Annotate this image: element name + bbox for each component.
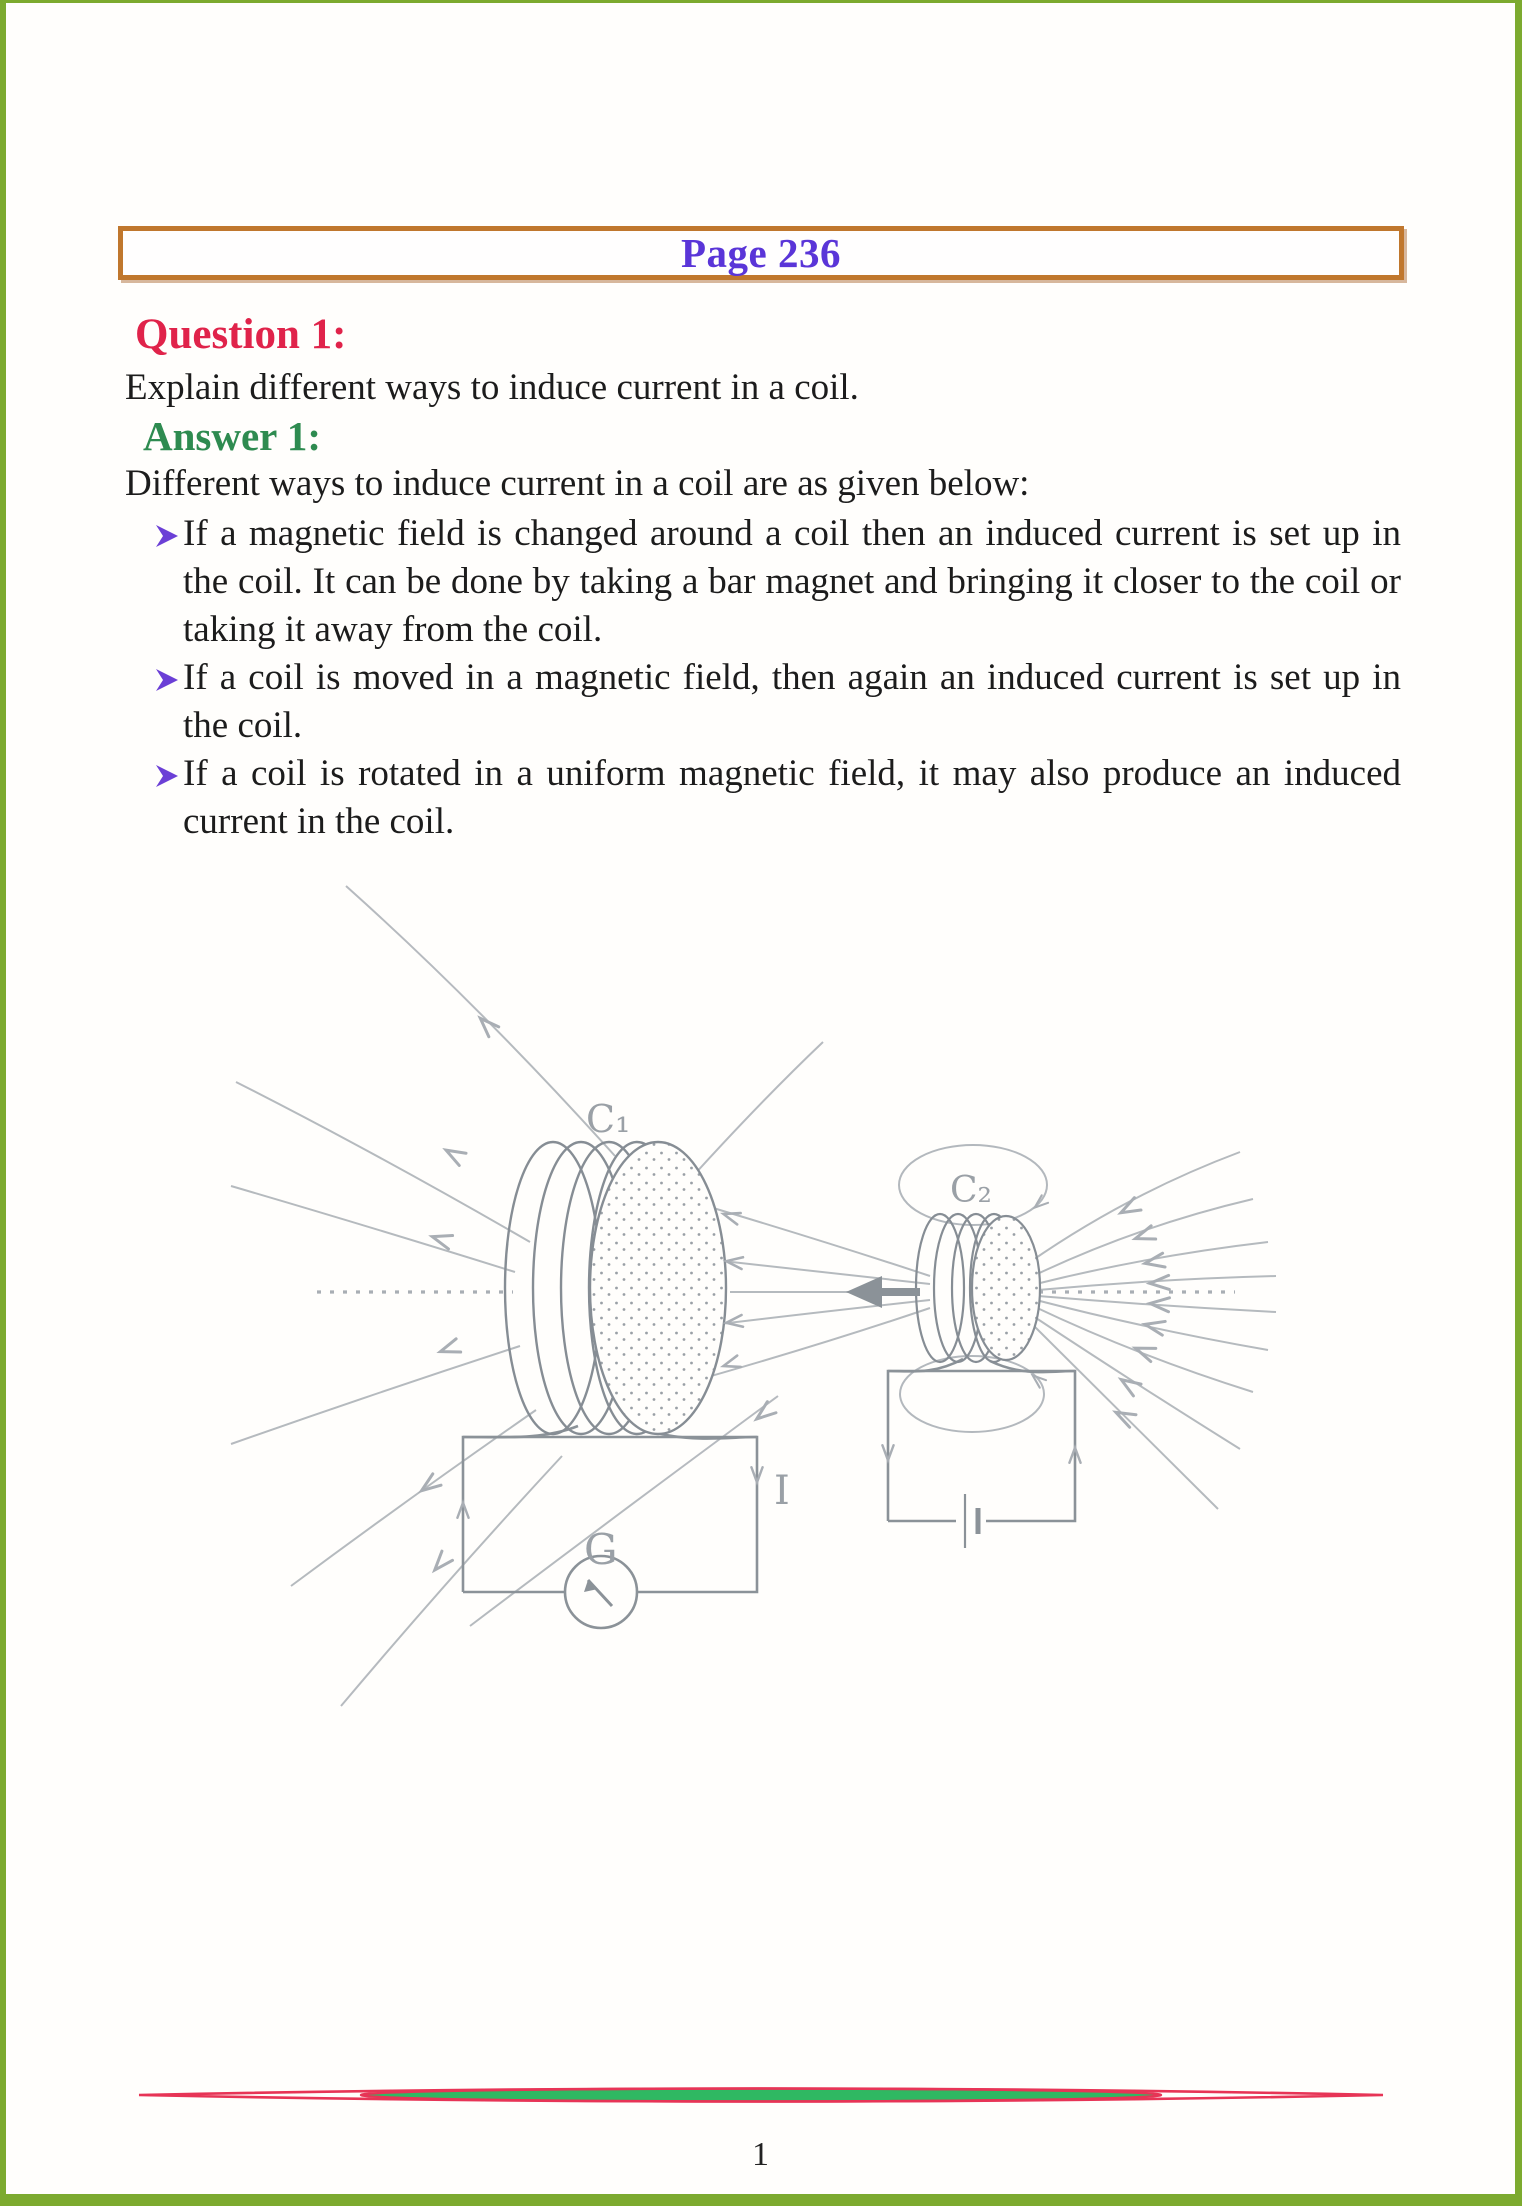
bullet-item [118, 750, 1404, 846]
bullet-text: If a coil is rotated in a uniform magnetic field, it may also produce an induced current in the coil. [183, 753, 1401, 842]
separator-ornament [133, 2081, 1389, 2109]
bullet-list [118, 510, 1404, 846]
bullet-arrow-icon [153, 666, 183, 699]
question-text: Explain different ways to induce current in a coil. [125, 367, 859, 408]
page-content [118, 226, 1404, 1729]
bullet-arrow-icon [153, 762, 183, 795]
field-lines-right [1028, 1152, 1276, 1509]
battery-circuit [888, 1359, 1075, 1548]
coil1-label: C₁ [586, 1097, 631, 1141]
coil-c2 [916, 1214, 1040, 1362]
coil-c1 [505, 1142, 726, 1434]
coil2-label: C₂ [950, 1170, 992, 1211]
bullet-item [118, 510, 1404, 654]
bullet-text: If a coil is moved in a magnetic field, then again an induced current is set up in the coil. [183, 657, 1401, 746]
page-number: 1 [752, 2136, 769, 2173]
answer-label: Answer 1: [143, 413, 322, 459]
question-label: Question 1: [135, 311, 347, 358]
answer-intro: Different ways to induce current in a coil are as given below: [125, 463, 1030, 504]
induction-figure [118, 864, 1404, 1729]
page-header-title: Page 236 [681, 230, 841, 276]
induction-figure-svg [118, 864, 1404, 1724]
bullet-arrow-icon [153, 522, 183, 555]
bullet-item [118, 654, 1404, 750]
current-label: I [774, 1468, 790, 1514]
page-header-box [118, 226, 1404, 280]
galvanometer-label: G [584, 1525, 618, 1574]
field-lines-left [231, 886, 823, 1706]
bullet-text: If a magnetic field is changed around a coil then an induced current is set up in the coil. It can be done by taking a bar magnet and bringing it closer to the coil or taking it away from the coil. [183, 513, 1401, 650]
